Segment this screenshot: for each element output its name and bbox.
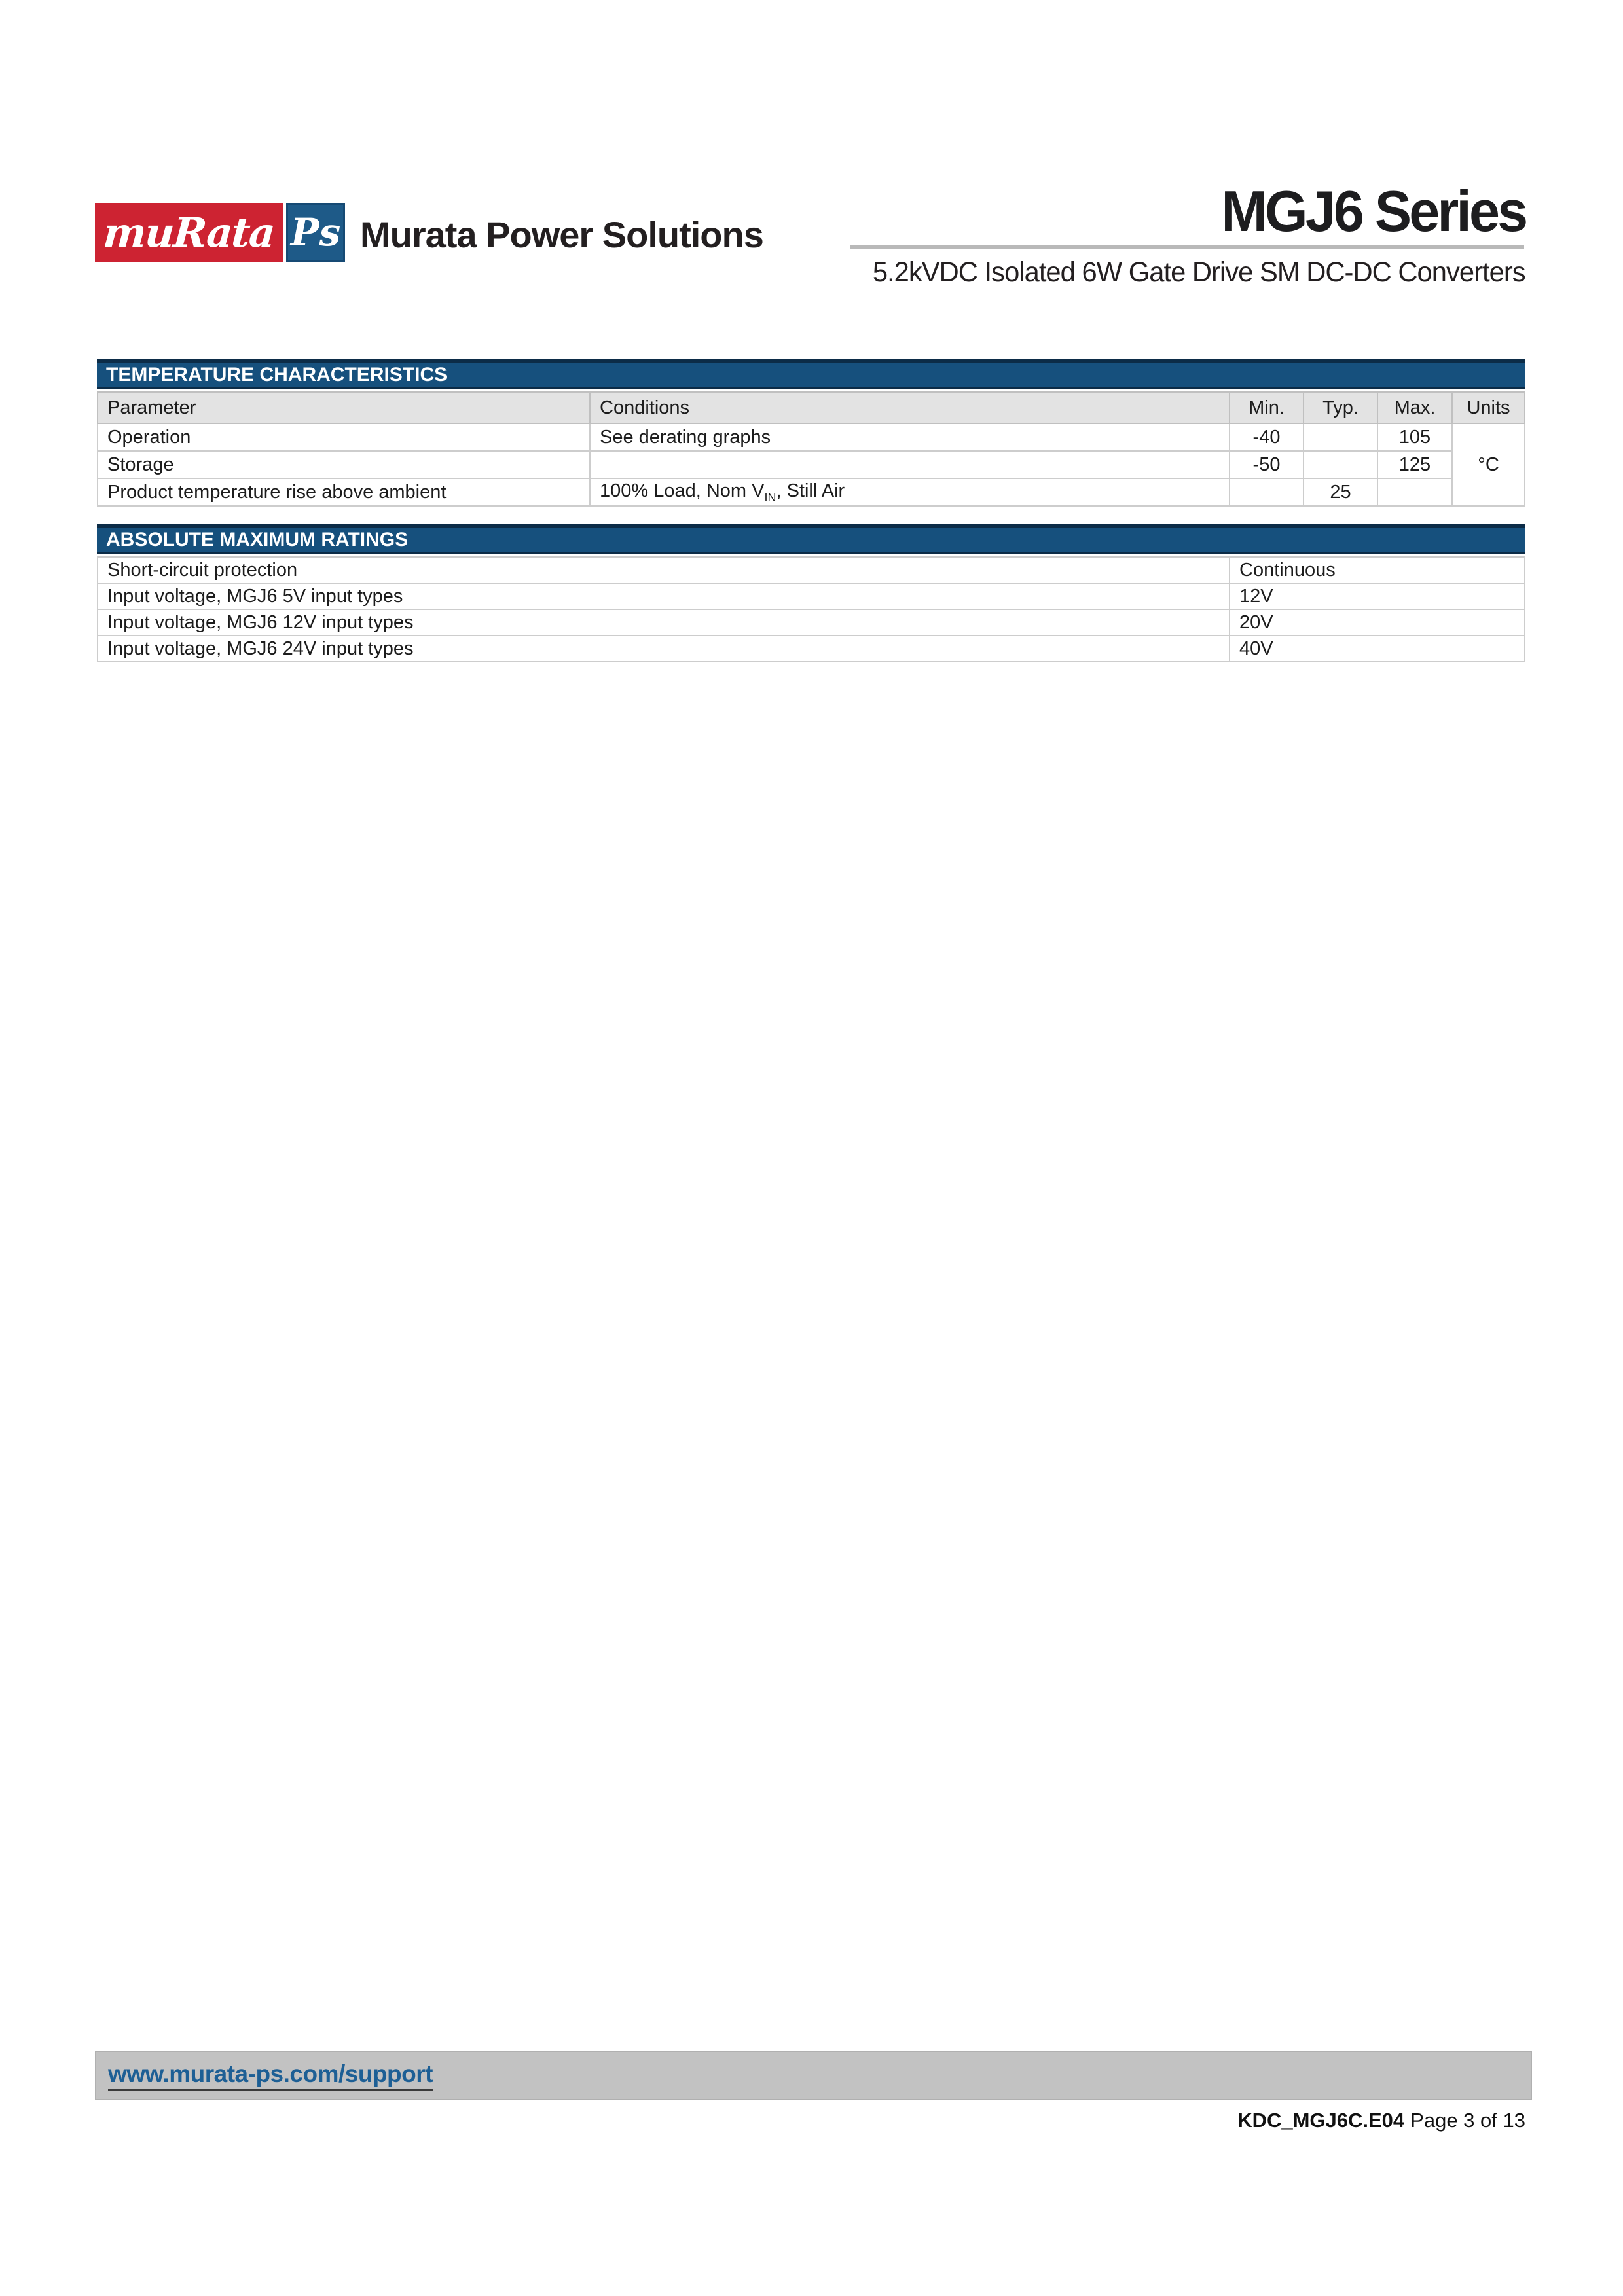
rating-label-cell: Input voltage, MGJ6 12V input types <box>98 609 1230 636</box>
column-header-min: Min. <box>1230 392 1304 423</box>
table-row-operation <box>98 423 1525 451</box>
page-subtitle: 5.2kVDC Isolated 6W Gate Drive SM DC-DC Converters <box>873 257 1525 288</box>
rating-label-cell: Input voltage, MGJ6 24V input types <box>98 636 1230 662</box>
units-cell: °C <box>1452 423 1525 506</box>
ps-logo-text: Ps <box>290 210 341 255</box>
conditions-cell: See derating graphs <box>590 423 1230 451</box>
doc-code: KDC_MGJ6C.E04 <box>1237 2109 1405 2132</box>
page-number: Page 3 of 13 <box>1410 2109 1525 2132</box>
column-header-typ: Typ. <box>1304 392 1377 423</box>
rating-value-cell: 20V <box>1230 609 1525 636</box>
conditions-cell: 100% Load, Nom $V_{IN}$, Still Air <box>590 478 1230 506</box>
temperature-table-title: TEMPERATURE CHARACTERISTICS <box>97 359 1525 389</box>
rating-label-cell: Input voltage, MGJ6 5V input types <box>98 583 1230 609</box>
absolute-maximum-table <box>97 556 1525 662</box>
temperature-table <box>97 391 1525 507</box>
column-header-parameter: Parameter <box>98 392 590 423</box>
absolute-maximum-ratings-section <box>97 524 1525 662</box>
rating-value-cell: 12V <box>1230 583 1525 609</box>
temperature-characteristics-section <box>97 359 1525 507</box>
table-row-short-circuit <box>98 557 1525 583</box>
absolute-table-title: ABSOLUTE MAXIMUM RATINGS <box>97 524 1525 554</box>
murata-logo-text: muRata <box>101 208 276 257</box>
brand-name: Murata Power Solutions <box>360 214 763 255</box>
column-header-max: Max. <box>1377 392 1452 423</box>
parameter-cell: Storage <box>98 451 590 478</box>
support-bar <box>95 2051 1532 2100</box>
table-row-input-12v <box>98 609 1525 636</box>
max-cell: 125 <box>1377 451 1452 478</box>
parameter-cell: Operation <box>98 423 590 451</box>
min-cell: -50 <box>1230 451 1304 478</box>
typ-cell: 25 <box>1304 478 1377 506</box>
column-header-conditions: Conditions <box>590 392 1230 423</box>
rating-value-cell: 40V <box>1230 636 1525 662</box>
max-cell <box>1377 478 1452 506</box>
rating-label-cell: Short-circuit protection <box>98 557 1230 583</box>
murata-logo-red-box <box>95 203 283 262</box>
min-cell: -40 <box>1230 423 1304 451</box>
max-cell: 105 <box>1377 423 1452 451</box>
column-header-row <box>98 392 1525 423</box>
rating-value-cell: Continuous <box>1230 557 1525 583</box>
min-cell <box>1230 478 1304 506</box>
table-row-temp-rise <box>98 478 1525 506</box>
page-title: MGJ6 Series <box>1221 179 1525 243</box>
title-divider <box>850 245 1524 249</box>
parameter-cell: Product temperature rise above ambient <box>98 478 590 506</box>
page-footer-text <box>1237 2109 1525 2132</box>
conditions-cell <box>590 451 1230 478</box>
table-row-storage <box>98 451 1525 478</box>
typ-cell <box>1304 451 1377 478</box>
column-header-units: Units <box>1452 392 1525 423</box>
table-row-input-24v <box>98 636 1525 662</box>
table-row-input-5v <box>98 583 1525 609</box>
vin-subscript: IN <box>764 490 776 504</box>
support-link[interactable]: www.murata-ps.com/support <box>108 2060 433 2091</box>
murata-logo-ps-box <box>286 203 345 262</box>
typ-cell <box>1304 423 1377 451</box>
